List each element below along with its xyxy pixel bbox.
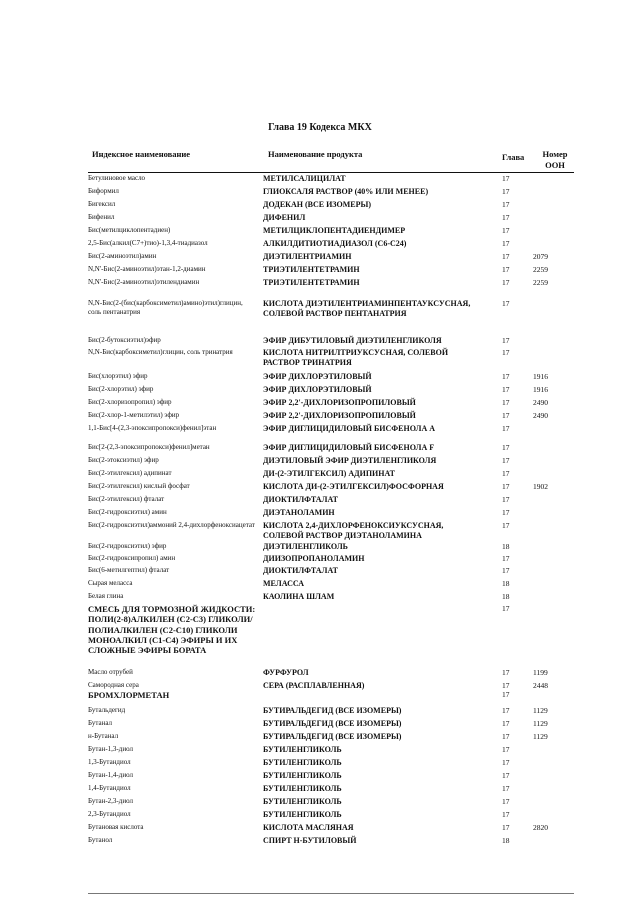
index-name-cell: н-Бутанал	[88, 732, 119, 740]
chapter-cell: 17	[502, 443, 510, 452]
chapter-cell: 17	[502, 784, 510, 793]
un-number-cell: 2820	[533, 823, 548, 832]
product-name-cell: ДИОКТИЛФТАЛАТ	[263, 495, 338, 504]
index-name-cell: Бутанал	[88, 719, 113, 727]
product-name-cell: ДОДЕКАН (ВСЕ ИЗОМЕРЫ)	[263, 200, 372, 209]
index-name-cell: Бис(2-этилгексил) фталат	[88, 495, 165, 503]
un-number-cell: 2448	[533, 681, 548, 690]
chapter-cell: 17	[502, 398, 510, 407]
chapter-cell: 17	[502, 226, 510, 235]
product-name-cell: БУТИЛЕНГЛИКОЛЬ	[263, 797, 342, 806]
product-name-cell: ДИЭТИЛЕНГЛИКОЛЬ	[263, 542, 348, 551]
product-name-cell: БУТИРАЛЬДЕГИД (ВСЕ ИЗОМЕРЫ)	[263, 732, 402, 741]
un-number-cell: 2259	[533, 278, 548, 287]
chapter-cell: 18	[502, 836, 510, 845]
chapter-cell: 17	[502, 681, 510, 690]
product-name-cell: КИСЛОТА МАСЛЯНАЯ	[263, 823, 354, 832]
chapter-cell: 17	[502, 482, 510, 491]
product-name-cell: КИСЛОТА ДИ-(2-ЭТИЛГЕКСИЛ)ФОСФОРНАЯ	[263, 482, 444, 491]
index-name-cell: Бис[2-(2,3-эпоксипропокси)фенил]метан	[88, 443, 210, 451]
chapter-cell: 17	[502, 469, 510, 478]
product-name-cell: ДИОКТИЛФТАЛАТ	[263, 566, 338, 575]
chapter-cell: 17	[502, 456, 510, 465]
index-name-cell: Бутан-2,3-диол	[88, 797, 133, 805]
product-name-cell: ДИ-(2-ЭТИЛГЕКСИЛ) АДИПИНАТ	[263, 469, 395, 478]
index-name-cell: Бис(2-гидроксиэтил) амин	[88, 508, 167, 516]
header-index-name: Индексное наименование	[92, 149, 191, 159]
un-number-cell: 1129	[533, 719, 548, 728]
chapter-cell: 18	[502, 542, 510, 551]
chapter-cell: 17	[502, 424, 510, 433]
index-name-cell: Бис(2-бутоксиэтил)эфир	[88, 336, 161, 344]
product-name-cell: ТРИЭТИЛЕНТЕТРАМИН	[263, 278, 360, 287]
chapter-cell: 17	[502, 706, 510, 715]
chapter-cell: 17	[502, 508, 510, 517]
product-name-cell: ТРИЭТИЛЕНТЕТРАМИН	[263, 265, 360, 274]
index-name-cell: Бутанол	[88, 836, 113, 844]
index-name-cell: Бигексил	[88, 200, 116, 208]
product-name-cell: БУТИЛЕНГЛИКОЛЬ	[263, 771, 342, 780]
index-name-cell: Бутан-1,4-диол	[88, 771, 133, 779]
chapter-cell: 17	[502, 604, 510, 613]
chapter-cell: 17	[502, 348, 510, 357]
chapter-cell: 17	[502, 745, 510, 754]
chapter-cell: 17	[502, 411, 510, 420]
index-name-cell: Бис(метилциклопентадиен)	[88, 226, 171, 234]
chapter-cell: 17	[502, 554, 510, 563]
chapter-cell: 17	[502, 797, 510, 806]
index-name-cell: Бис(2-этилгексил) кислый фосфат	[88, 482, 190, 490]
un-number-cell: 1902	[533, 482, 548, 491]
chapter-cell: 17	[502, 521, 510, 530]
un-number-cell: 1129	[533, 706, 548, 715]
index-name-cell: 1,3-Бутандиол	[88, 758, 131, 766]
index-name-cell: 1,1-Бис[4-(2,3-эпоксипропокси)фенил]этан	[88, 424, 217, 432]
chapter-cell: 17	[502, 239, 510, 248]
chapter-cell: 17	[502, 771, 510, 780]
index-name-cell: N,N'-Бис(2-аминоэтил)этан-1,2-диамин	[88, 265, 206, 273]
header-chapter: Глава	[502, 152, 525, 162]
product-name-cell: КИСЛОТА 2,4-ДИХЛОРФЕНОКСИУКСУСНАЯ, СОЛЕВОЙ РАСТВОР ДИЭТАНОЛАМИНА	[263, 521, 444, 540]
chapter-cell: 17	[502, 213, 510, 222]
chapter-cell: 17	[502, 719, 510, 728]
index-name-cell: Бис(2-хлорэтил) эфир	[88, 385, 154, 393]
product-name-cell: ЭФИР ДИБУТИЛОВЫЙ ДИЭТИЛЕНГЛИКОЛЯ	[263, 336, 442, 345]
product-name-cell: БУТИЛЕНГЛИКОЛЬ	[263, 758, 342, 767]
chapter-cell: 17	[502, 495, 510, 504]
chapter-cell: 17	[502, 823, 510, 832]
chapter-cell: 17	[502, 278, 510, 287]
product-name-cell: БУТИРАЛЬДЕГИД (ВСЕ ИЗОМЕРЫ)	[263, 706, 402, 715]
chapter-cell: 18	[502, 579, 510, 588]
product-name-cell: БУТИЛЕНГЛИКОЛЬ	[263, 810, 342, 819]
product-name-cell: КАОЛИНА ШЛАМ	[263, 592, 335, 601]
index-name-cell: Бис(2-гидроксипропил) амин	[88, 554, 176, 562]
index-name-cell: Бутан-1,3-диол	[88, 745, 133, 753]
index-name-cell: Белая глина	[88, 592, 124, 600]
product-name-cell: ЭФИР ДИХЛОРЭТИЛОВЫЙ	[263, 385, 372, 394]
index-name-cell: Бис(2-гидроксиэтил) эфир	[88, 542, 167, 550]
index-name-cell: Бис(2-этилгексил) адипинат	[88, 469, 172, 477]
product-name-cell: КИСЛОТА ДИЭТИЛЕНТРИАМИНПЕНТАУКСУСНАЯ, СОЛЕВОЙ РАСТВОР ПЕНТАНАТРИЯ	[263, 299, 471, 318]
un-number-cell: 2259	[533, 265, 548, 274]
chapter-cell: 17	[502, 187, 510, 196]
product-name-cell: КИСЛОТА НИТРИЛТРИУКСУСНАЯ, СОЛЕВОЙ РАСТВОР ТРИНАТРИЯ	[263, 348, 449, 367]
product-name-cell: БУТИЛЕНГЛИКОЛЬ	[263, 745, 342, 754]
product-name-cell: ДИЭТАНОЛАМИН	[263, 508, 335, 517]
index-name-cell: Бутальдегид	[88, 706, 126, 714]
index-name-cell: Бис(6-метилгептил) фталат	[88, 566, 170, 574]
page-bottom-rule	[88, 893, 574, 894]
product-name-cell: СЕРА (РАСПЛАВЛЕННАЯ)	[263, 681, 365, 690]
chapter-cell: 17	[502, 385, 510, 394]
chapter-cell: 17	[502, 372, 510, 381]
product-name-cell: ЭФИР 2,2'-ДИХЛОРИЗОПРОПИЛОВЫЙ	[263, 398, 416, 407]
chapter-cell: 17	[502, 690, 510, 699]
index-name-cell: Самородная сера	[88, 681, 139, 689]
product-name-cell: ЭФИР 2,2'-ДИХЛОРИЗОПРОПИЛОВЫЙ	[263, 411, 416, 420]
chapter-cell: 17	[502, 252, 510, 261]
product-name-cell: ДИЭТИЛЕНТРИАМИН	[263, 252, 352, 261]
index-name-cell: Сырая меласса	[88, 579, 133, 587]
product-name-cell: МЕТИЛСАЛИЦИЛАТ	[263, 174, 346, 183]
chapter-cell: 17	[502, 265, 510, 274]
chapter-cell: 17	[502, 668, 510, 677]
un-number-cell: 1129	[533, 732, 548, 741]
index-name-cell: Биформил	[88, 187, 119, 195]
index-name-cell: 2,5-Бис(алкил(C7+)тио)-1,3,4-тиадиазол	[88, 239, 208, 247]
chapter-cell: 17	[502, 810, 510, 819]
index-name-cell: 2,3-Бутандиол	[88, 810, 131, 818]
chapter-cell: 17	[502, 299, 510, 308]
product-name-cell: БУТИЛЕНГЛИКОЛЬ	[263, 784, 342, 793]
index-name-cell: 1,4-Бутандиол	[88, 784, 131, 792]
chapter-cell: 17	[502, 174, 510, 183]
product-name-cell: ДИЭТИЛОВЫЙ ЭФИР ДИЭТИЛЕНГЛИКОЛЯ	[263, 456, 437, 465]
index-name-cell: Бифенил	[88, 213, 115, 221]
product-name-cell: БУТИРАЛЬДЕГИД (ВСЕ ИЗОМЕРЫ)	[263, 719, 402, 728]
index-name-cell: Бис(2-хлоризопропил) эфир	[88, 398, 172, 406]
un-number-cell: 2079	[533, 252, 548, 261]
product-name-cell: МЕТИЛЦИКЛОПЕНТАДИЕНДИМЕР	[263, 226, 406, 235]
un-number-cell: 1916	[533, 372, 548, 381]
product-name-cell: ДИФЕНИЛ	[263, 213, 306, 222]
un-number-cell: 1199	[533, 668, 548, 677]
index-name-cell: Бис(хлорэтил) эфир	[88, 372, 148, 380]
index-name-cell: Бис(2-хлор-1-метилэтил) эфир	[88, 411, 180, 419]
product-name-cell: ЭФИР ДИХЛОРЭТИЛОВЫЙ	[263, 372, 372, 381]
product-name-cell: ГЛИОКСАЛЯ РАСТВОР (40% ИЛИ МЕНЕЕ)	[263, 187, 429, 196]
product-name-cell: ЭФИР ДИГЛИЦИДИЛОВЫЙ БИСФЕНОЛА А	[263, 424, 436, 433]
un-number-cell: 2490	[533, 398, 548, 407]
product-name-cell: ЭФИР ДИГЛИЦИДИЛОВЫЙ БИСФЕНОЛА F	[263, 443, 435, 452]
index-name-cell: Масло отрубей	[88, 668, 133, 676]
index-name-cell: Бис(2-аминоэтил)амин	[88, 252, 157, 260]
chapter-cell: 17	[502, 566, 510, 575]
index-name-cell: БРОМХЛОРМЕТАН	[88, 690, 170, 700]
chapter-cell: 18	[502, 592, 510, 601]
index-name-cell: Бутановая кислота	[88, 823, 144, 831]
chapter-cell: 17	[502, 336, 510, 345]
index-name-cell: СМЕСЬ ДЛЯ ТОРМОЗНОЙ ЖИДКОСТИ: ПОЛИ(2-8)АЛКИЛЕН (C2-C3) ГЛИКОЛИ/ПОЛИАЛКИЛЕН (C2-C10) ГЛИКОЛИ МОНОАЛКИЛ (C1-C4) ЭФИРЫ И ИХ СЛОЖНЫЕ ЭФИРЫ БОРАТА	[88, 604, 256, 656]
index-name-cell: N,N'-Бис(2-аминоэтил)этилендиамин	[88, 278, 200, 286]
chapter-cell: 17	[502, 200, 510, 209]
product-name-cell: МЕЛАССА	[263, 579, 305, 588]
product-name-cell: ДИИЗОПРОПАНОЛАМИН	[263, 554, 365, 563]
product-name-cell: ФУРФУРОЛ	[263, 668, 309, 677]
un-number-cell: 1916	[533, 385, 548, 394]
page-title: Глава 19 Кодекса МКХ	[268, 122, 372, 133]
index-name-cell: N,N-Бис(карбоксиметил)глицин, соль тринатрия	[88, 348, 233, 356]
chapter-cell: 17	[502, 758, 510, 767]
un-number-cell: 2490	[533, 411, 548, 420]
header-un-number: Номер ООН	[542, 149, 568, 170]
index-name-cell: N,N-Бис(2-(бис(карбоксиметил)амино)этил)глицин, соль пентанатрия	[88, 299, 243, 316]
index-name-cell: Бетулиновое масло	[88, 174, 146, 182]
product-name-cell: СПИРТ Н-БУТИЛОВЫЙ	[263, 836, 357, 845]
index-name-cell: Бис(2-гидроксиэтил)аммоний 2,4-дихлорфеноксиацетат	[88, 521, 255, 529]
index-name-cell: Бис(2-этоксиэтил) эфир	[88, 456, 159, 464]
chapter-cell: 17	[502, 732, 510, 741]
product-name-cell: АЛКИЛДИТИОТИАДИАЗОЛ (C6-C24)	[263, 239, 407, 248]
header-product-name: Наименование продукта	[268, 149, 363, 159]
